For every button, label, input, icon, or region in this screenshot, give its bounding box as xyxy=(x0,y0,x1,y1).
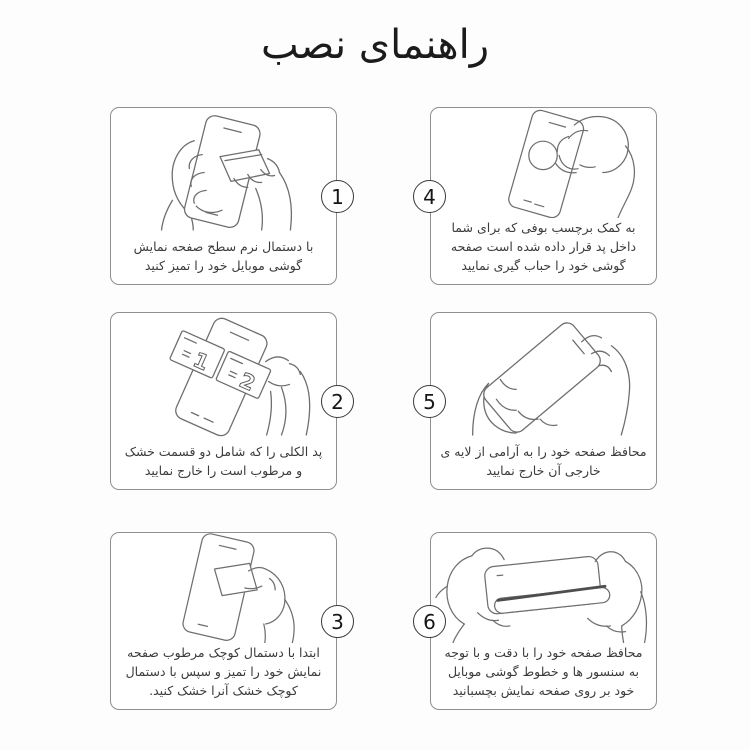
illustration-buff-sticker-icon xyxy=(431,108,656,218)
step-2-number-badge xyxy=(321,385,354,418)
phone-icon xyxy=(480,319,604,435)
caption-line: محافظ صفحه خود را با دقت و با توجه xyxy=(444,645,643,660)
pinching-hand-icon xyxy=(266,357,310,435)
caption-line: گوشی موبایل خود را تمیز کنید xyxy=(144,258,303,273)
caption-line: و مرطوب است را خارج نمایید xyxy=(144,463,303,478)
caption-line: با دستمال نرم سطح صفحه نمایش xyxy=(133,239,314,254)
caption-line: خارجی آن خارج نمایید xyxy=(486,463,601,478)
step-number: 5 xyxy=(423,389,436,414)
caption-line: محافظ صفحه خود را به آرامی از لایه ی xyxy=(440,444,647,459)
step-panel-3 xyxy=(110,532,344,710)
step-6-number-badge xyxy=(413,605,446,638)
step-1-number-badge xyxy=(321,180,354,213)
step-number: 4 xyxy=(423,184,436,209)
step-4-number-badge xyxy=(413,180,446,213)
step-panel-4 xyxy=(423,107,657,285)
illustration-peel-layer-icon xyxy=(431,313,656,442)
step-3-caption xyxy=(111,643,336,709)
page-title: راهنمای نصب xyxy=(260,22,490,68)
caption-line: نمایش خود را تمیز و سپس با دستمال xyxy=(125,664,322,679)
sachet-2-label: 2 xyxy=(235,368,259,396)
illustration-alcohol-pads-icon xyxy=(111,313,336,442)
caption-line: به سنسور ها و خطوط گوشی موبایل xyxy=(447,664,640,679)
step-2-caption xyxy=(111,442,336,489)
sachet-1-label: 1 xyxy=(189,347,213,376)
illustration-wet-wipe-icon xyxy=(111,533,336,643)
caption-line: گوشی خود را حباب گیری نمایید xyxy=(461,258,626,273)
step-number: 3 xyxy=(331,609,344,634)
caption-line: پد الکلی را که شامل دو قسمت خشک xyxy=(124,444,323,459)
step-5-caption xyxy=(431,442,656,489)
phone-icon xyxy=(484,555,611,615)
caption-line: داخل پد قرار داده شده است صفحه xyxy=(450,239,637,254)
illustration-attach-protector-icon xyxy=(431,533,656,643)
step-panel-6 xyxy=(423,532,657,710)
caption-line: کوچک خشک آنرا خشک کنید. xyxy=(149,683,298,698)
step-number: 6 xyxy=(423,609,436,634)
caption-line: به کمک برچسب بوفی که برای شما xyxy=(451,220,636,235)
step-panel-2 xyxy=(110,312,344,490)
right-hand-icon xyxy=(622,561,647,643)
caption-line: ابتدا با دستمال کوچک مرطوب صفحه xyxy=(127,645,320,660)
step-5-number-badge xyxy=(413,385,446,418)
small-cloth-icon xyxy=(214,563,257,595)
step-4-caption xyxy=(431,218,656,284)
illustration-clean-phone-icon xyxy=(111,108,336,237)
step-number: 1 xyxy=(331,184,344,209)
step-number: 2 xyxy=(331,389,344,414)
step-panel-1 xyxy=(110,107,344,285)
step-6-caption xyxy=(431,643,656,709)
buff-sticker-icon xyxy=(529,141,557,169)
step-3-number-badge xyxy=(321,605,354,638)
step-panel-5 xyxy=(423,312,657,490)
step-1-caption xyxy=(111,237,336,284)
caption-line: خود بر روی صفحه نمایش بچسبانید xyxy=(452,683,635,698)
